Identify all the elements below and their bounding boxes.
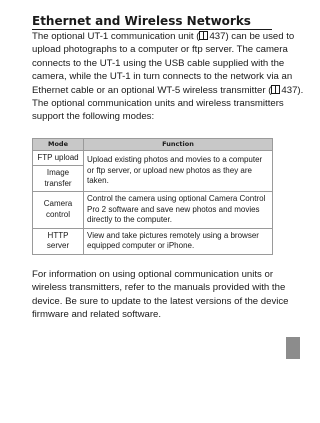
section-heading: Ethernet and Wireless Networks xyxy=(32,13,272,30)
book-reference-icon xyxy=(199,31,208,40)
book-reference-icon xyxy=(271,85,280,94)
function-cell: Control the camera using optional Camera Control Pro 2 software and save new photos and movies directly to the computer. xyxy=(84,192,273,229)
intro-line-1a: The optional UT-1 communication unit ( xyxy=(32,31,200,42)
outro-line-1: For information on using optional communication units or xyxy=(32,269,274,280)
mode-cell: Camera control xyxy=(33,192,84,229)
intro-paragraph xyxy=(32,30,304,124)
mode-cell: FTP upload xyxy=(33,150,84,166)
outro-line-3: device. Be sure to update to the latest versions of the device xyxy=(32,295,289,307)
mode-cell: HTTP server xyxy=(33,228,84,254)
intro-line-2: upload photographs to a computer or ftp server. The camera xyxy=(32,44,288,56)
function-cell: Upload existing photos and movies to a computer or ftp server, or upload new photos as they are taken. xyxy=(84,150,273,192)
outro-paragraph xyxy=(32,268,289,322)
intro-line-1b: 437) can be used to xyxy=(209,31,295,42)
intro-line-4: camera, while the UT-1 in turn connects to the network via an xyxy=(32,71,293,83)
function-cell: View and take pictures remotely using a browser equipped computer or iPhone. xyxy=(84,228,273,254)
table-row xyxy=(33,192,273,229)
table-row xyxy=(33,150,273,166)
function-column-header: Function xyxy=(84,139,273,151)
mode-column-header: Mode xyxy=(33,139,84,151)
intro-line-5 xyxy=(32,84,304,97)
table-header-row xyxy=(33,139,273,151)
outro-line-2: wireless transmitters, refer to the manuals provided with the xyxy=(32,282,286,294)
intro-line-1 xyxy=(32,30,295,43)
intro-line-7: support the following modes: xyxy=(32,111,155,123)
modes-table xyxy=(32,138,273,255)
table-row xyxy=(33,228,273,254)
mode-cell: Image transfer xyxy=(33,166,84,192)
outro-line-4: firmware and related software. xyxy=(32,309,162,321)
chapter-side-tab xyxy=(286,337,300,359)
intro-line-5a: Ethernet cable or an optional WT-5 wireless transmitter ( xyxy=(32,84,272,96)
intro-line-3: connects to the UT-1 using the USB cable supplied with the xyxy=(32,57,285,69)
intro-line-5b: 437). xyxy=(281,84,304,96)
intro-line-6: The optional communication units and wireless transmitters xyxy=(32,98,284,110)
